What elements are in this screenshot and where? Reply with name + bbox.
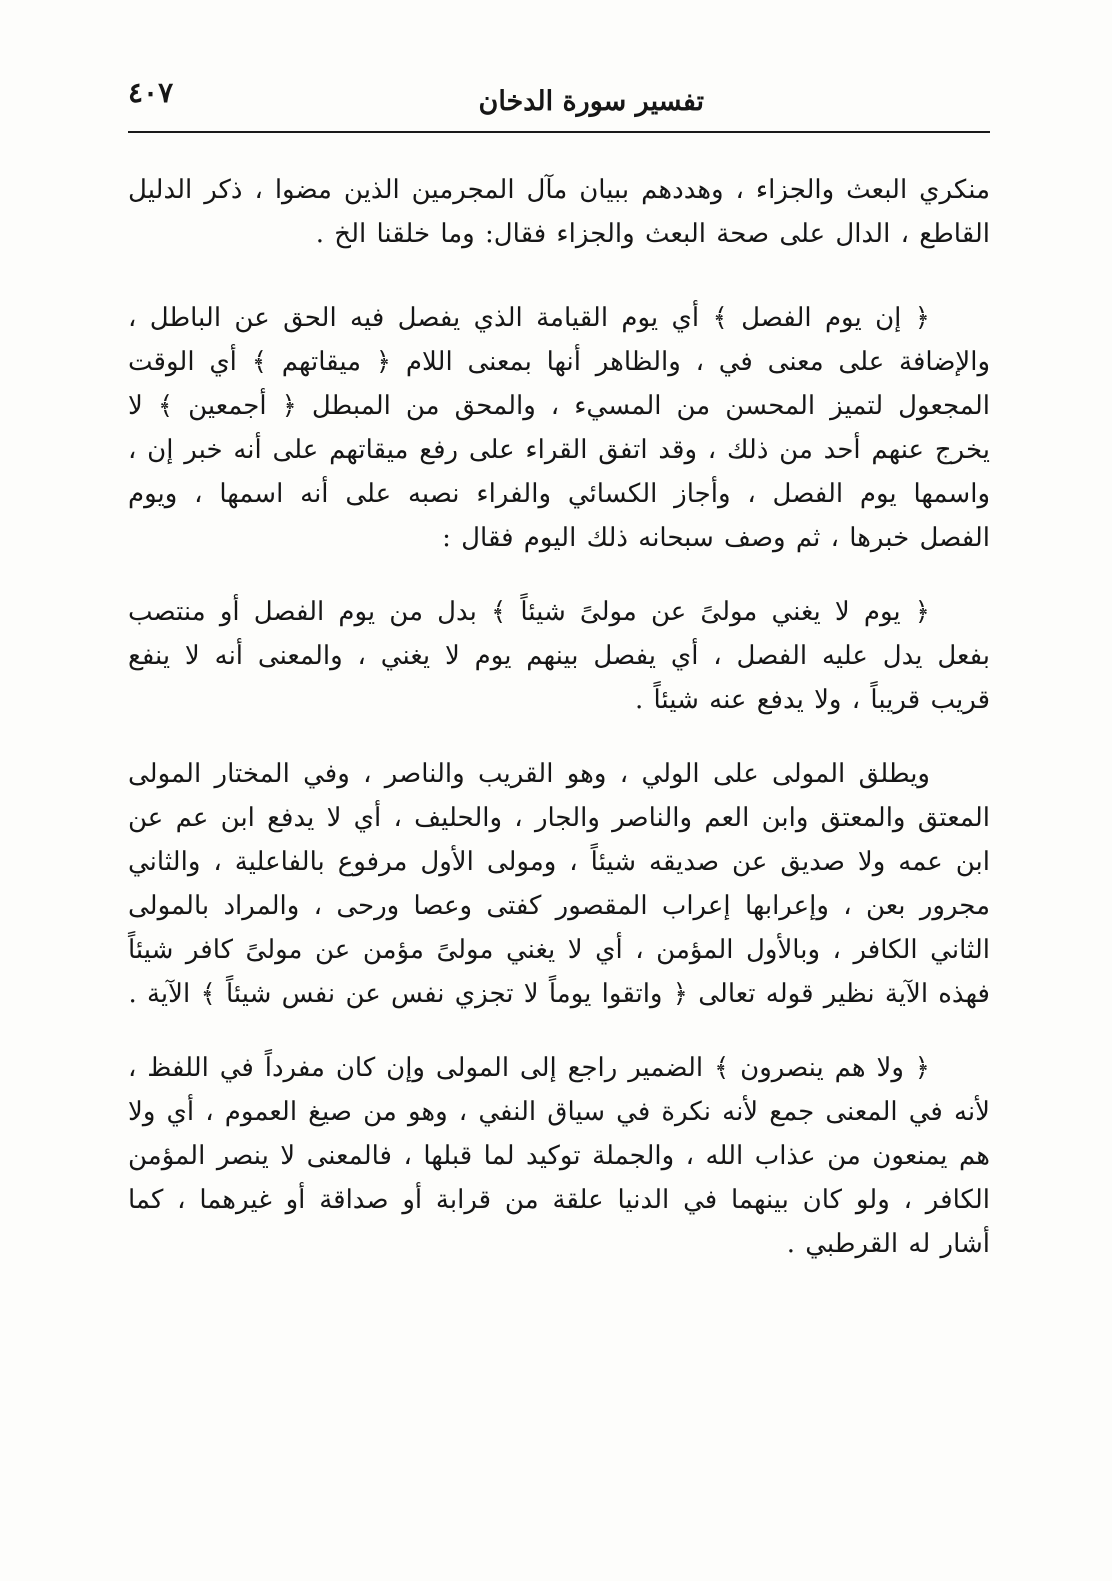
paragraph-1: منكري البعث والجزاء ، وهددهم ببيان مآل المجرمين الذين مضوا ، ذكر الدليل القاطع ، الدال على صحة البعث والجزاء فقال: وما خلقنا الخ .	[128, 175, 990, 249]
paragraph-5: ﴿ ولا هم ينصرون ﴾ الضمير راجع إلى المولى وإن كان مفرداً في اللفظ ، لأنه في المعنى جمع لأنه نكرة في سياق النفي ، وهو من صيغ العموم ، أي ولا هم يمنعون من عذاب الله ، والجملة توكيد لما قبلها ، فالمعنى لا ينصر المؤمن الكافر ، ولو كان بينهما في الدنيا علقة من قرابة أو صداقة أو غيرهما ، كما أشار له القرطبي .	[128, 1053, 990, 1259]
header-rule	[128, 131, 990, 133]
paragraph-3: ﴿ يوم لا يغني مولىً عن مولىً شيئاً ﴾ بدل من يوم الفصل أو منتصب بفعل يدل عليه الفصل ، أي يفصل بينهم يوم لا يغني ، والمعنى أنه لا ينفع قريب قريباً ، ولا يدفع عنه شيئاً .	[128, 597, 990, 715]
page-number: ٤٠٧	[128, 76, 174, 109]
paragraph-4: ويطلق المولى على الولي ، وهو القريب والناصر ، وفي المختار المولى المعتق والمعتق وابن العم والناصر والجار ، والحليف ، أي لا يدفع ابن عم عن ابن عمه ولا صديق عن صديقه شيئاً ، ومولى الأول مرفوع بالفاعلية ، والثاني مجرور بعن ، وإعرابها إعراب المقصور كفتى وعصا ورحى ، والمراد بالمولى الثاني الكافر ، وبالأول المؤمن ، أي لا يغني مولىً مؤمن عن مولىً كافر شيئاً فهذه الآية نظير قوله تعالى ﴿ واتقوا يوماً لا تجزي نفس عن نفس شيئاً ﴾ الآية .	[128, 759, 990, 1009]
paragraph-2: ﴿ إن يوم الفصل ﴾ أي يوم القيامة الذي يفصل فيه الحق عن الباطل ، والإضافة على معنى في ، والظاهر أنها بمعنى اللام ﴿ ميقاتهم ﴾ أي الوقت المجعول لتميز المحسن من المسيء ، والمحق من المبطل ﴿ أجمعين ﴾ لا يخرج عنهم أحد من ذلك ، وقد اتفق القراء على رفع ميقاتهم على أنه خبر إن ، واسمها يوم الفصل ، وأجاز الكسائي والفراء نصبه على أنه اسمها ، ويوم الفصل خبرها ، ثم وصف سبحانه ذلك اليوم فقال :	[128, 303, 990, 553]
page-body	[128, 168, 990, 1266]
header-title: تفسير سورة الدخان	[478, 86, 704, 117]
page-header	[128, 72, 990, 130]
